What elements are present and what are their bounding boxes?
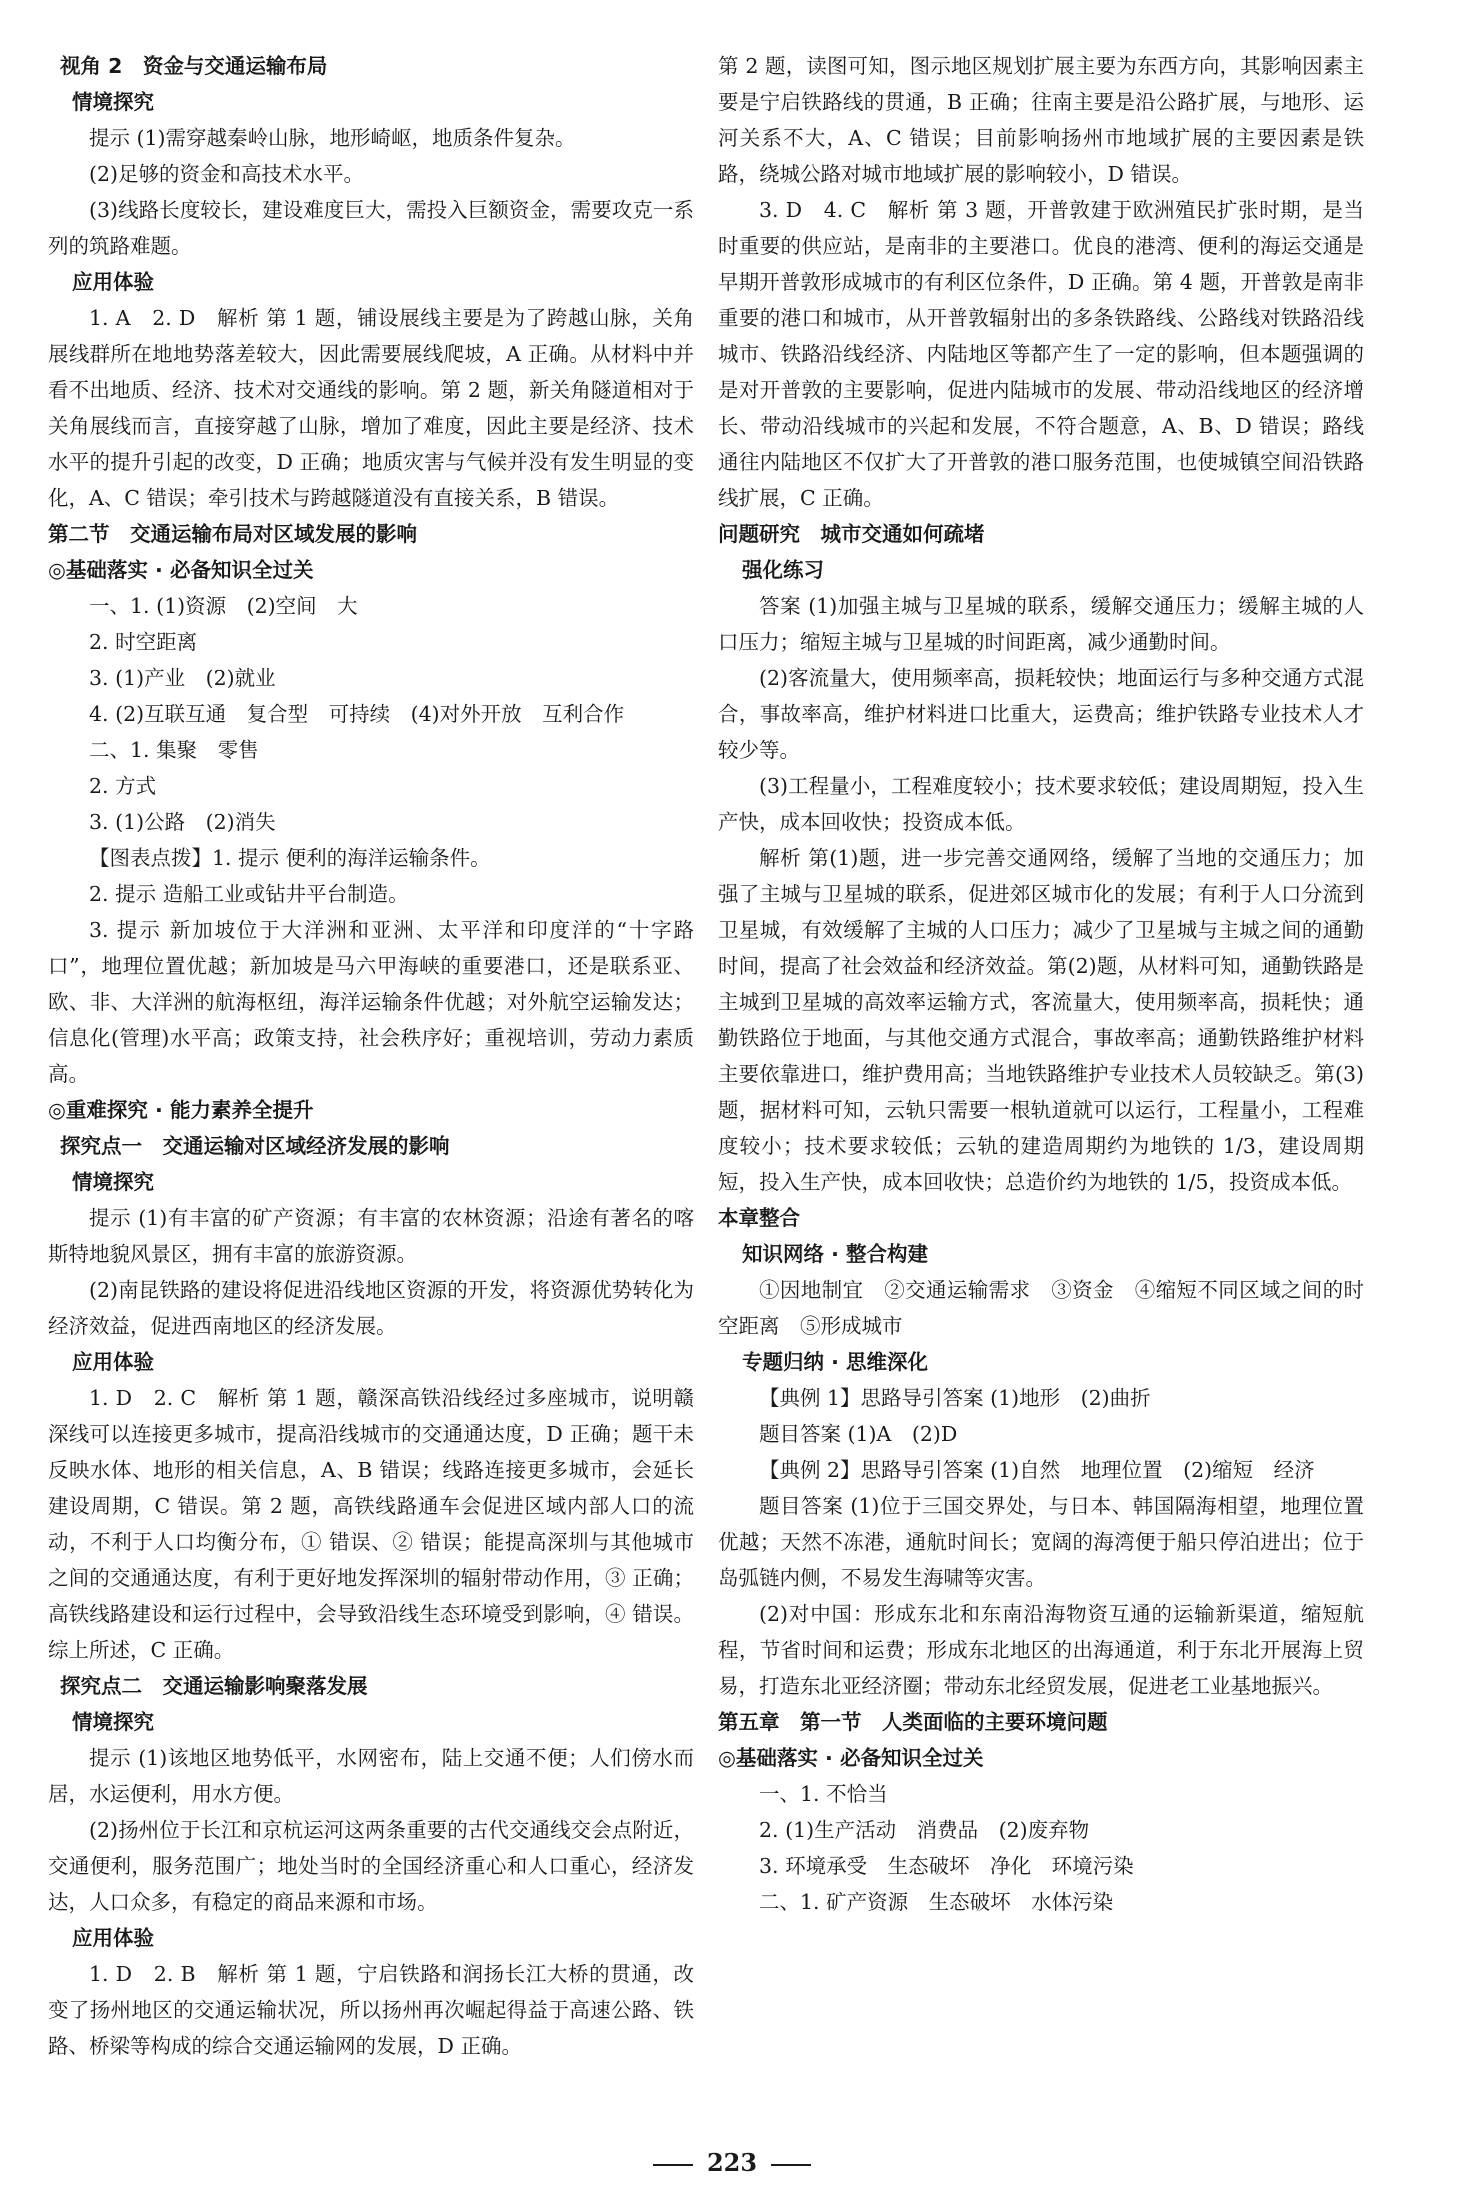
label-heading: 强化练习 (742, 558, 824, 582)
subsection-heading: 视角 2 资金与交通运输布局 (60, 54, 328, 78)
paragraph: (2)足够的资金和高技术水平。 (89, 162, 365, 186)
label-heading: 应用体验 (72, 1926, 154, 1950)
paragraph: 第 2 题，读图可知，图示地区规划扩展主要为东西方向，其影响因素主要是宁启铁路线的贯通，B 正确；往南主要是沿公路扩展，与地形、运河关系不大，A、C 错误；目前影响扬州市地域扩展的主要因素是铁路，绕城公路对城市地域扩展的影响较小，D 错误。 (718, 54, 1364, 186)
answer-line: 【典例 1】思路导引答案 (1)地形 (2)曲折 (759, 1386, 1151, 1410)
answer-line: 2. (1)生产活动 消费品 (2)废弃物 (759, 1818, 1090, 1842)
page-number: 223 (706, 2148, 758, 2177)
paragraph: 题目答案 (1)位于三国交界处，与日本、韩国隔海相望，地理位置优越；天然不冻港，通航时间长；宽阔的海湾便于船只停泊进出；位于岛弧链内侧，不易发生海啸等灾害。 (718, 1494, 1364, 1590)
answer-line: 【典例 2】思路导引答案 (1)自然 地理位置 (2)缩短 经济 (759, 1458, 1315, 1482)
bar-heading: ◎基础落实 · 必备知识全过关 (48, 558, 314, 582)
paragraph: (2)扬州位于长江和京杭运河这两条重要的古代交通线交会点附近，交通便利，服务范围广；地处当时的全国经济重心和人口重心，经济发达，人口众多，有稳定的商品来源和市场。 (48, 1818, 694, 1914)
left-column (48, 48, 694, 2064)
label-heading: 应用体验 (72, 1350, 154, 1374)
answer-paragraph: 1. D 2. B 解析 第 1 题，宁启铁路和润扬长江大桥的贯通，改变了扬州地区的交通运输状况，所以扬州再次崛起得益于高速公路、铁路、桥梁等构成的综合交通运输网的发展，D 正确。 (48, 1962, 694, 2058)
answer-line: 2. 方式 (89, 774, 157, 798)
answer-paragraph: 3. D 4. C 解析 第 3 题，开普敦建于欧洲殖民扩张时期，是当时重要的供应站，是南非的主要港口。优良的港湾、便利的海运交通是早期开普敦形成城市的有利区位条件，D 正确。第 4 题，开普敦是南非重要的港口和城市，从开普敦辐射出的多条铁路线、公路线对铁路沿线城市、铁路沿线经济、内陆地区等都产生了一定的影响，但本题强调的是对开普敦的主要影响，促进内陆城市的发展、带动沿线地区的经济增长、带动沿线城市的兴起和发展，不符合题意，A、B、D 错误；路线通往内陆地区不仅扩大了开普敦的港口服务范围，也使城镇空间沿铁路线扩展，C 正确。 (718, 198, 1364, 510)
label-heading: 情境探究 (72, 90, 154, 114)
label-heading: 专题归纳 · 思维深化 (742, 1350, 929, 1374)
answer-paragraph: 1. A 2. D 解析 第 1 题，铺设展线主要是为了跨越山脉，关角展线群所在地地势落差较大，因此需要展线爬坡，A 正确。从材料中并看不出地质、经济、技术对交通线的影响。第 2 题，新关角隧道相对于关角展线而言，直接穿越了山脉，增加了难度，因此主要是经济、技术水平的提升引起的改变，D 正确；地质灾害与气候并没有发生明显的变化，A、C 错误；牵引技术与跨越隧道没有直接关系，B 错误。 (48, 306, 694, 510)
answer-line: 4. (2)互联互通 复合型 可持续 (4)对外开放 互利合作 (89, 702, 625, 726)
answer-paragraph: 3. 提示 新加坡位于大洋洲和亚洲、太平洋和印度洋的“十字路口”，地理位置优越；新加坡是马六甲海峡的重要港口，还是联系亚、欧、非、大洋洲的航海枢纽，海洋运输条件优越；对外航空运输发达；信息化(管理)水平高；政策支持，社会秩序好；重视培训，劳动力素质高。 (48, 918, 694, 1086)
paragraph: (3)线路长度较长，建设难度巨大，需投入巨额资金，需要攻克一系列的筑路难题。 (48, 198, 694, 258)
subsection-heading: 探究点二 交通运输影响聚落发展 (60, 1674, 368, 1698)
answer-paragraph: 1. D 2. C 解析 第 1 题，赣深高铁沿线经过多座城市，说明赣深线可以连接更多城市，提高沿线城市的交通通达度，D 正确；题干未反映水体、地形的相关信息，A、B 错误；线路连接更多城市，会延长建设周期，C 错误。第 2 题，高铁线路通车会促进区域内部人口的流动，不利于人口均衡分布，① 错误、② 错误；能提高深圳与其他城市之间的交通通达度，有利于更好地发挥深圳的辐射带动作用，③ 正确；高铁线路建设和运行过程中，会导致沿线生态环境受到影响，④ 错误。综上所述，C 正确。 (48, 1386, 694, 1662)
bar-heading: ◎重难探究 · 能力素养全提升 (48, 1098, 314, 1122)
analysis-paragraph: 解析 第(1)题，进一步完善交通网络，缓解了当地的交通压力；加强了主城与卫星城的联系，促进郊区城市化的发展；有利于人口分流到卫星城，有效缓解了主城的人口压力；减少了卫星城与主城之间的通勤时间，提高了社会效益和经济效益。第(2)题，从材料可知，通勤铁路是主城到卫星城的高效率运输方式，客流量大，使用频率高，损耗快；通勤铁路位于地面，与其他交通方式混合，事故率高；通勤铁路维护材料主要依靠进口，维护费用高；当地铁路维护专业技术人员较缺乏。第(3)题，据材料可知，云轨只需要一根轨道就可以运行，工程量小，工程难度较小；技术要求较低；云轨的建造周期约为地铁的 1/3，建设周期短，投入生产快，成本回收快；总造价约为地铁的 1/5，投资成本低。 (718, 846, 1364, 1194)
subsection-heading: 探究点一 交通运输对区域经济发展的影响 (60, 1134, 450, 1158)
paragraph: (2)南昆铁路的建设将促进沿线地区资源的开发，将资源优势转化为经济效益，促进西南地区的经济发展。 (48, 1278, 694, 1338)
label-heading: 知识网络 · 整合构建 (742, 1242, 929, 1266)
answer-line: 题目答案 (1)A (2)D (759, 1422, 958, 1446)
label-heading: 应用体验 (72, 270, 154, 294)
bar-heading: ◎基础落实 · 必备知识全过关 (718, 1746, 984, 1770)
label-heading: 情境探究 (72, 1170, 154, 1194)
answer-line: 一、1. 不恰当 (759, 1782, 888, 1806)
answer-line: 【图表点拨】1. 提示 便利的海洋运输条件。 (89, 846, 491, 870)
paragraph: 提示 (1)该地区地势低平，水网密布，陆上交通不便；人们傍水而居，水运便利，用水方便。 (48, 1746, 694, 1806)
section-title: 第二节 交通运输布局对区域发展的影响 (48, 522, 417, 546)
answer-line: 3. 环境承受 生态破坏 净化 环境污染 (759, 1854, 1134, 1878)
paragraph: 提示 (1)有丰富的矿产资源；有丰富的农林资源；沿途有著名的喀斯特地貌风景区，拥有丰富的旅游资源。 (48, 1206, 694, 1266)
answer-line: 二、1. 集聚 零售 (89, 738, 259, 762)
paragraph: 提示 (1)需穿越秦岭山脉，地形崎岖，地质条件复杂。 (89, 126, 576, 150)
right-column (718, 48, 1364, 1920)
answer-line: 3. (1)产业 (2)就业 (89, 666, 276, 690)
paragraph: 答案 (1)加强主城与卫星城的联系，缓解交通压力；缓解主城的人口压力；缩短主城与卫星城的时间距离，减少通勤时间。 (718, 594, 1364, 654)
label-heading: 情境探究 (72, 1710, 154, 1734)
page-footer (0, 2148, 1464, 2177)
footer-dash-left (653, 2164, 693, 2166)
paragraph: (2)对中国：形成东北和东南沿海物资互通的运输新渠道，缩短航程，节省时间和运费；形成东北地区的出海通道，利于东北开展海上贸易，打造东北亚经济圈；带动东北经贸发展，促进老工业基地振兴。 (718, 1602, 1364, 1698)
answer-line: 二、1. 矿产资源 生态破坏 水体污染 (759, 1890, 1114, 1914)
paragraph: (3)工程量小，工程难度较小；技术要求较低；建设周期短，投入生产快，成本回收快；投资成本低。 (718, 774, 1364, 834)
section-title: 问题研究 城市交通如何疏堵 (718, 522, 985, 546)
answer-line: 2. 提示 造船工业或钻井平台制造。 (89, 882, 409, 906)
answer-line: 2. 时空距离 (89, 630, 198, 654)
chapter-title: 第五章 第一节 人类面临的主要环境问题 (718, 1710, 1108, 1734)
footer-dash-right (771, 2164, 811, 2166)
paragraph: (2)客流量大，使用频率高，损耗较快；地面运行与多种交通方式混合，事故率高，维护材料进口比重大，运费高；维护铁路专业技术人才较少等。 (718, 666, 1364, 762)
answer-line: 一、1. (1)资源 (2)空间 大 (89, 594, 358, 618)
answer-line: 3. (1)公路 (2)消失 (89, 810, 276, 834)
paragraph: ①因地制宜 ②交通运输需求 ③资金 ④缩短不同区域之间的时空距离 ⑤形成城市 (718, 1278, 1364, 1338)
section-title: 本章整合 (718, 1206, 800, 1230)
